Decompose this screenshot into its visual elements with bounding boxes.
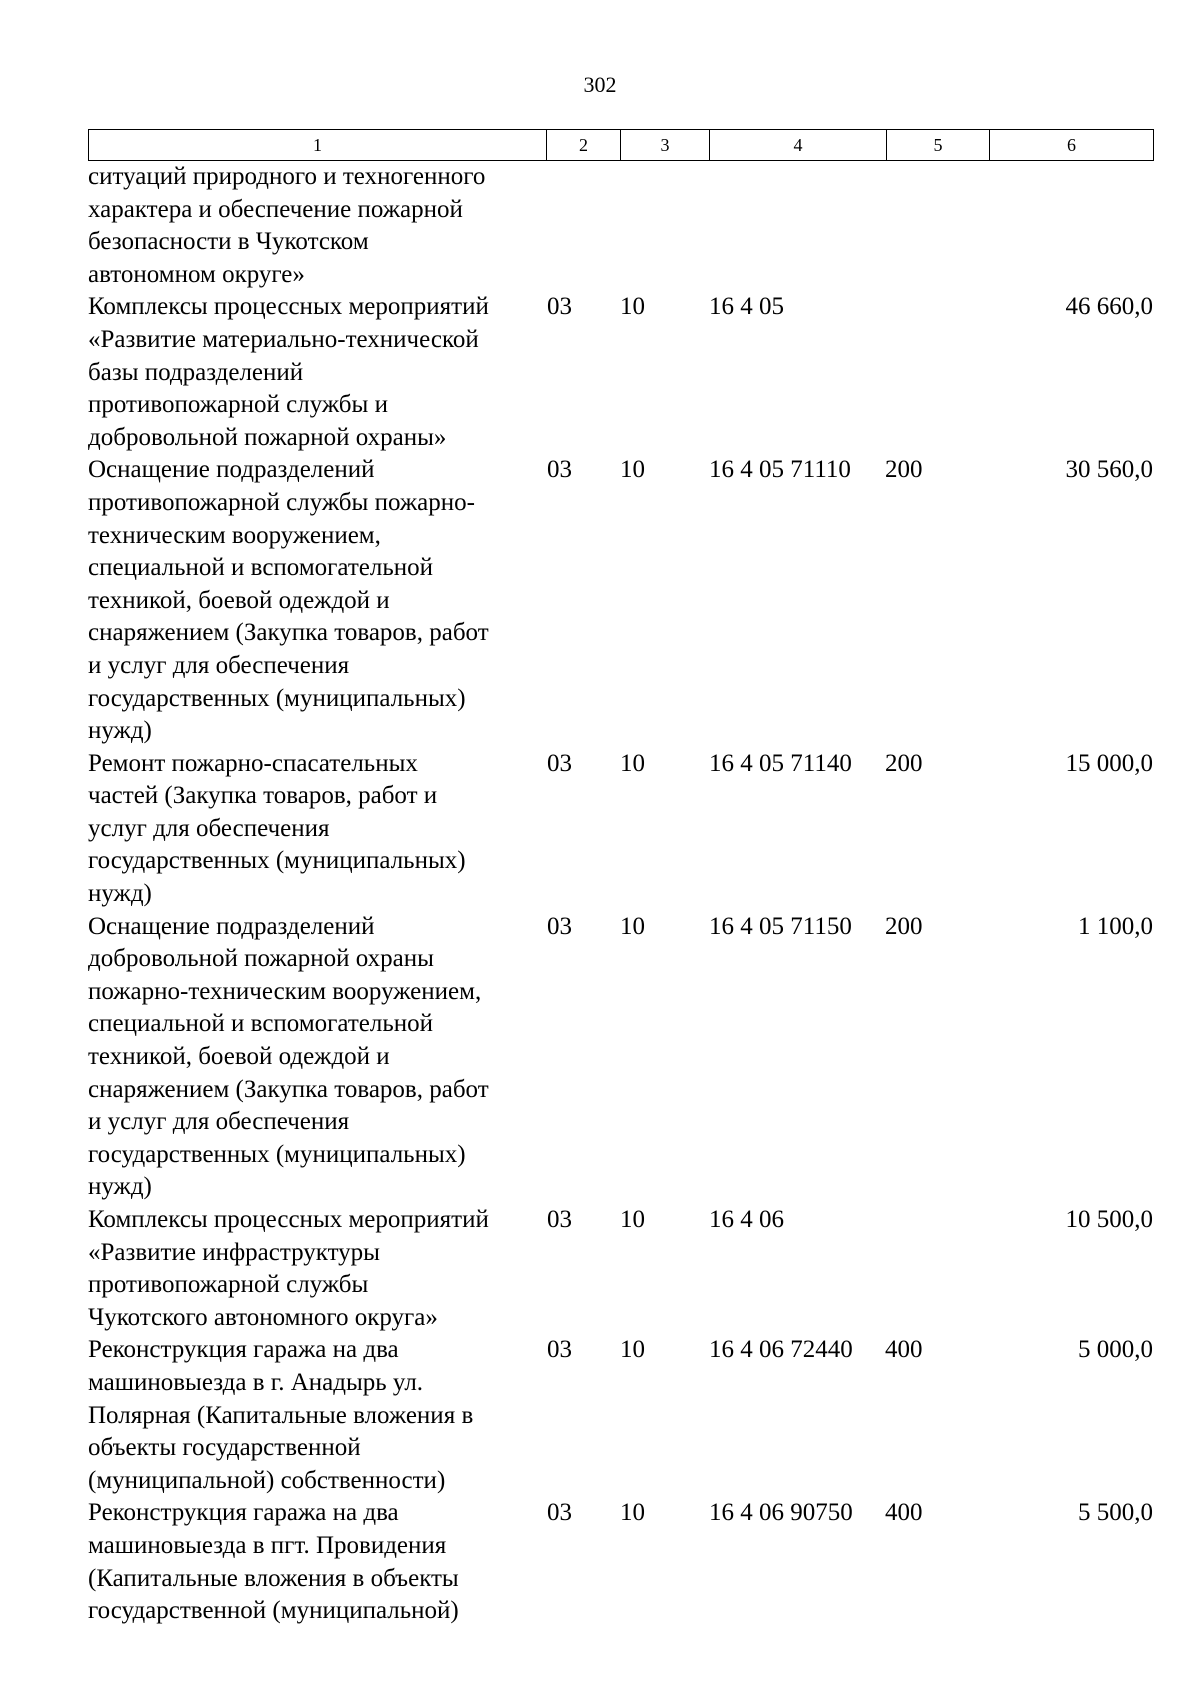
row-amount: 46 660,0 — [1065, 293, 1153, 321]
row-subsection: 10 — [620, 456, 645, 484]
row-amount: 10 500,0 — [1065, 1206, 1153, 1233]
row-name: Ремонт пожарно-спасательных частей (Закупка товаров, работ и услуг для обеспечения государственных (муниципальных) нужд) — [88, 749, 466, 908]
row-target-code: 16 4 06 — [709, 1206, 784, 1233]
row-subsection: 10 — [620, 293, 645, 321]
row-section: 03 — [547, 912, 572, 940]
row-target-code: 16 4 05 71140 — [709, 749, 852, 777]
row-amount: 5 000,0 — [1078, 1336, 1153, 1364]
row-section: 03 — [547, 1499, 572, 1527]
row-amount: 30 560,0 — [1065, 456, 1153, 484]
row-amount: 15 000,0 — [1065, 749, 1153, 777]
column-header-table — [88, 129, 1154, 161]
row-subsection: 10 — [620, 1336, 645, 1364]
row-target-code: 16 4 05 71150 — [709, 912, 852, 940]
row-name: Комплексы процессных мероприятий «Развитие материально-технической базы подразделений противопожарной службы и добровольной пожарной охраны» — [88, 293, 489, 451]
column-header-6: 6 — [990, 130, 1154, 161]
column-header-3: 3 — [621, 130, 710, 161]
row-name: Оснащение подразделений противопожарной службы пожарно- техническим вооружением, специальной и вспомогательной техникой, боевой одеждой и снаряжением (Закупка товаров, работ и услуг для обеспечения государственных (муниципальных) нужд) — [88, 456, 489, 745]
row-target-code: 16 4 06 90750 — [709, 1499, 853, 1527]
row-section: 03 — [547, 456, 572, 484]
row-section: 03 — [547, 293, 572, 321]
table-row — [88, 161, 1153, 291]
row-name: Реконструкция гаража на два машиновыезда в г. Анадырь ул. Полярная (Капитальные вложения в объекты государственной (муниципальной) собственности) — [88, 1336, 474, 1494]
table-row — [88, 1497, 1153, 1627]
row-expense-kind: 200 — [885, 749, 923, 777]
row-target-code: 16 4 06 72440 — [709, 1336, 853, 1364]
row-name: Реконструкция гаража на два машиновыезда в пгт. Провидения (Капитальные вложения в объекты государственной (муниципальной) — [88, 1499, 459, 1625]
row-subsection: 10 — [620, 1499, 645, 1527]
row-name: ситуаций природного и техногенного характера и обеспечение пожарной безопасности в Чукотском автономном округе» — [88, 163, 486, 288]
row-amount: 5 500,0 — [1078, 1499, 1153, 1527]
column-header-5: 5 — [887, 130, 990, 161]
row-subsection: 10 — [620, 912, 645, 940]
table-row — [88, 1334, 1153, 1497]
row-expense-kind: 400 — [885, 1499, 923, 1527]
column-header-2: 2 — [547, 130, 621, 161]
row-target-code: 16 4 05 71110 — [709, 456, 851, 484]
row-subsection: 10 — [620, 749, 645, 777]
column-header-row — [89, 130, 1154, 161]
page-number: 302 — [583, 72, 617, 97]
table-row — [88, 1204, 1153, 1334]
table-row — [88, 454, 1153, 747]
row-expense-kind: 400 — [885, 1336, 923, 1364]
budget-rows — [88, 161, 1153, 1628]
row-subsection: 10 — [620, 1206, 645, 1233]
row-name: Комплексы процессных мероприятий «Развитие инфраструктуры противопожарной службы Чукотского автономного округа» — [88, 1206, 489, 1331]
row-section: 03 — [547, 1206, 572, 1233]
row-section: 03 — [547, 1336, 572, 1364]
row-expense-kind: 200 — [885, 456, 923, 484]
row-amount: 1 100,0 — [1078, 912, 1153, 940]
table-row — [88, 291, 1153, 454]
table-row — [88, 748, 1153, 911]
row-target-code: 16 4 05 — [709, 293, 784, 321]
row-section: 03 — [547, 749, 572, 777]
row-name: Оснащение подразделений добровольной пожарной охраны пожарно-техническим вооружением, специальной и вспомогательной техникой, боевой одеждой и снаряжением (Закупка товаров, работ и услуг для обеспечения государственных (муниципальных) нужд) — [88, 912, 489, 1201]
column-header-1: 1 — [89, 130, 547, 161]
column-header-4: 4 — [710, 130, 887, 161]
row-expense-kind: 200 — [885, 912, 923, 940]
table-row — [88, 911, 1153, 1204]
